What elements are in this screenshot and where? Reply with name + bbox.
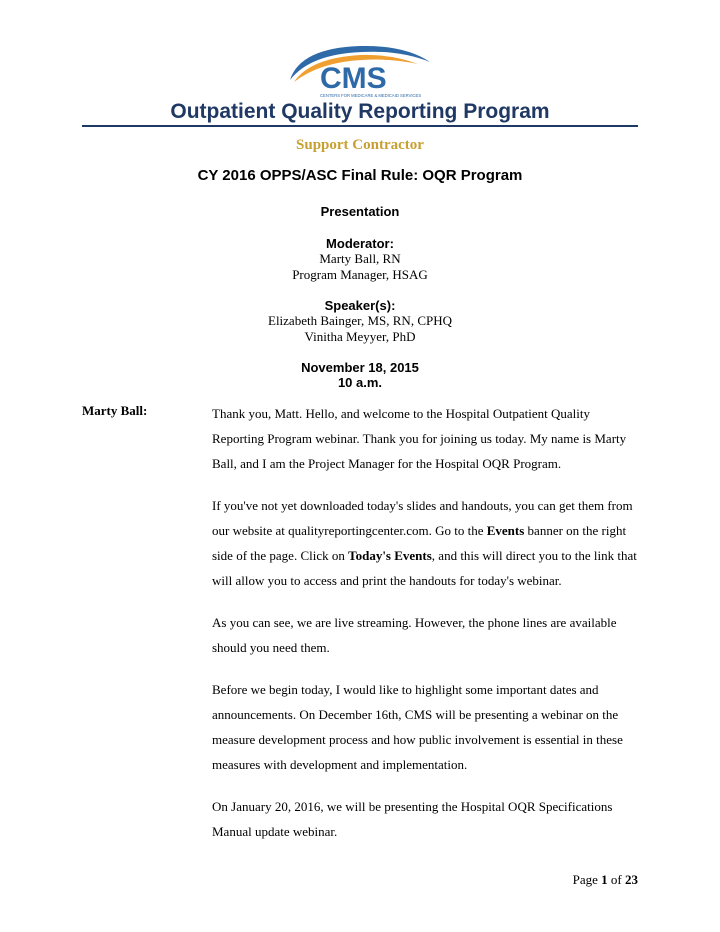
speaker-1: Elizabeth Bainger, MS, RN, CPHQ xyxy=(268,313,452,328)
moderator-name: Marty Ball, RN xyxy=(319,251,401,266)
program-title: Outpatient Quality Reporting Program xyxy=(170,100,550,123)
presentation-title: CY 2016 OPPS/ASC Final Rule: OQR Program xyxy=(197,167,523,184)
cms-logo-text: CMS xyxy=(320,62,387,95)
cms-logo xyxy=(280,40,440,104)
transcript-paragraph: Thank you, Matt. Hello, and welcome to the Hospital Outpatient Quality Reporting Program webinar. Thank you for joining us today. My name is Marty Ball, and I am the Project Manager for the Hospital OQR Program. xyxy=(212,406,627,471)
transcript-body xyxy=(212,401,642,861)
presentation-label: Presentation xyxy=(320,204,400,219)
presentation-time: 10 a.m. xyxy=(337,375,383,390)
cms-logo-subtext: CENTERS FOR MEDICARE & MEDICAID SERVICES xyxy=(320,93,422,98)
moderator-block xyxy=(0,236,720,283)
paragraph-text: banner on the right side of the page. Click on xyxy=(212,523,627,563)
page-label: Page xyxy=(572,872,598,887)
title-divider xyxy=(82,125,638,127)
of-label: of xyxy=(610,872,622,887)
support-contractor: Support Contractor xyxy=(296,137,424,153)
transcript-paragraph xyxy=(212,493,642,593)
events-emphasis: Events xyxy=(486,523,525,538)
page-total: 23 xyxy=(625,872,638,887)
transcript-paragraph: Before we begin today, I would like to highlight some important dates and announcements. On December 16th, CMS will be presenting a webinar on the measure development process and how public involvement is essential in these measures with development and implementation. xyxy=(212,682,623,772)
cms-logo-graphic xyxy=(280,40,440,104)
speakers-block xyxy=(0,298,720,345)
paragraph-text: , and this will direct you to the link that will allow you to access and print the handouts for today's webinar. xyxy=(212,548,637,588)
transcript-paragraph: As you can see, we are live streaming. However, the phone lines are available should you need them. xyxy=(212,615,617,655)
transcript-paragraph: On January 20, 2016, we will be presenting the Hospital OQR Specifications Manual update webinar. xyxy=(212,799,613,839)
paragraph-text: If you've not yet downloaded today's slides and handouts, you can get them from our website at qualityreportingcenter.com. Go to the xyxy=(212,498,633,538)
page-footer xyxy=(573,872,638,888)
speaker-2: Vinitha Meyyer, PhD xyxy=(304,329,416,344)
page-number: 1 xyxy=(601,872,608,887)
todays-events-emphasis: Today's Events xyxy=(348,548,432,563)
moderator-title: Program Manager, HSAG xyxy=(292,267,428,282)
presentation-date: November 18, 2015 xyxy=(301,360,419,375)
transcript-speaker: Marty Ball: xyxy=(82,403,148,418)
moderator-label: Moderator: xyxy=(326,236,394,251)
date-block xyxy=(0,360,720,390)
speakers-label: Speaker(s): xyxy=(324,298,396,313)
